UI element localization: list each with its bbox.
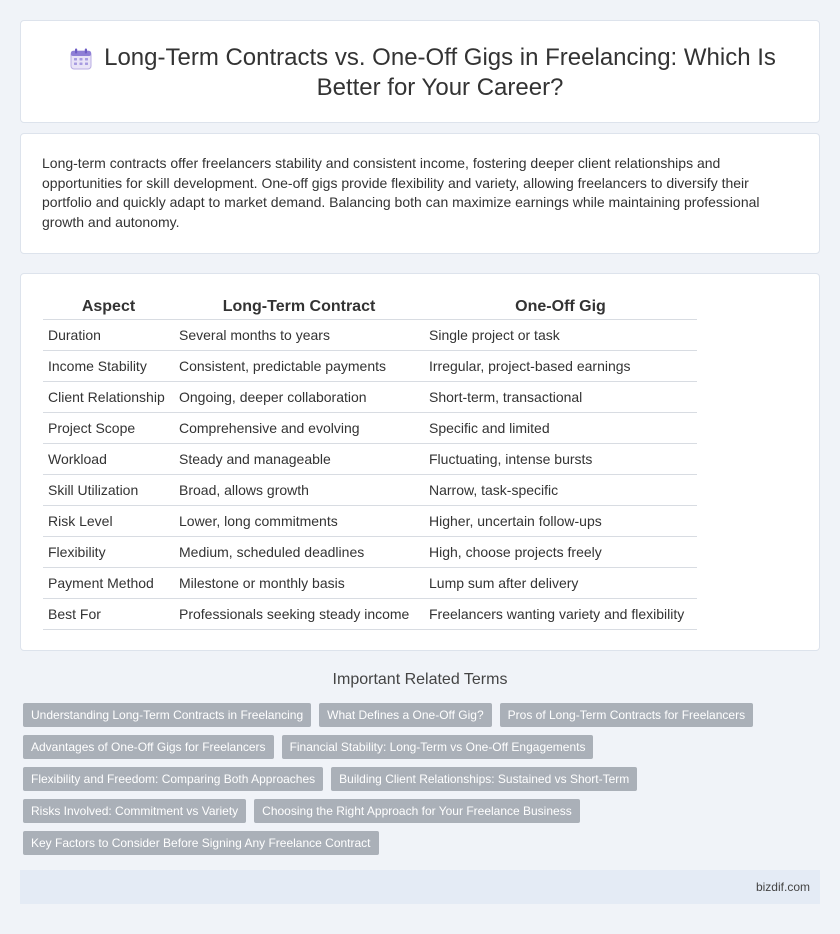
- table-row: [43, 381, 697, 412]
- one-off-cell: High, choose projects freely: [424, 536, 697, 567]
- footer: [20, 870, 820, 904]
- table-row: [43, 412, 697, 443]
- column-header: Long-Term Contract: [174, 296, 424, 319]
- aspect-cell: Workload: [43, 443, 174, 474]
- table-row: [43, 350, 697, 381]
- aspect-cell: Duration: [43, 319, 174, 350]
- related-term-link[interactable]: Key Factors to Consider Before Signing Any Freelance Contract: [23, 831, 379, 855]
- related-term-link[interactable]: Understanding Long-Term Contracts in Freelancing: [23, 703, 311, 727]
- comparison-table: [43, 296, 697, 630]
- site-link[interactable]: bizdif.com: [755, 880, 810, 894]
- comparison-card: [20, 273, 820, 651]
- one-off-cell: Narrow, task-specific: [424, 474, 697, 505]
- related-term-link[interactable]: Choosing the Right Approach for Your Freelance Business: [254, 799, 580, 823]
- aspect-cell: Project Scope: [43, 412, 174, 443]
- aspect-cell: Risk Level: [43, 505, 174, 536]
- aspect-cell: Skill Utilization: [43, 474, 174, 505]
- one-off-cell: Fluctuating, intense bursts: [424, 443, 697, 474]
- long-term-cell: Steady and manageable: [174, 443, 424, 474]
- table-row: [43, 319, 697, 350]
- table-row: [43, 505, 697, 536]
- table-row: [43, 474, 697, 505]
- related-term-link[interactable]: What Defines a One-Off Gig?: [319, 703, 492, 727]
- one-off-cell: Specific and limited: [424, 412, 697, 443]
- related-term-link[interactable]: Financial Stability: Long-Term vs One-Off Engagements: [282, 735, 594, 759]
- one-off-cell: Short-term, transactional: [424, 381, 697, 412]
- aspect-cell: Flexibility: [43, 536, 174, 567]
- one-off-cell: Higher, uncertain follow-ups: [424, 505, 697, 536]
- related-term-link[interactable]: Building Client Relationships: Sustained vs Short-Term: [331, 767, 637, 791]
- one-off-cell: Irregular, project-based earnings: [424, 350, 697, 381]
- related-term-link[interactable]: Risks Involved: Commitment vs Variety: [23, 799, 246, 823]
- long-term-cell: Several months to years: [174, 319, 424, 350]
- related-terms-heading: Important Related Terms: [332, 671, 508, 688]
- one-off-cell: Lump sum after delivery: [424, 567, 697, 598]
- related-term-link[interactable]: Pros of Long-Term Contracts for Freelancers: [500, 703, 753, 727]
- column-header: Aspect: [43, 296, 174, 319]
- long-term-cell: Consistent, predictable payments: [174, 350, 424, 381]
- one-off-cell: Single project or task: [424, 319, 697, 350]
- table-row: [43, 567, 697, 598]
- related-terms-list: [23, 703, 783, 855]
- table-row: [43, 598, 697, 629]
- title-card: [20, 20, 820, 123]
- aspect-cell: Best For: [43, 598, 174, 629]
- long-term-cell: Professionals seeking steady income: [174, 598, 424, 629]
- summary-text: Long-term contracts offer freelancers stability and consistent income, fostering deeper client relationships and opportunities for skill development. One-off gigs provide flexibility and variety, allowing freelancers to diversify their portfolio and quickly adapt to market demand. Balancing both can maximize earnings while maintaining professional growth and autonomy.: [42, 155, 760, 230]
- page-title: Long-Term Contracts vs. One-Off Gigs in Freelancing: Which Is Better for Your Career?: [104, 44, 776, 101]
- aspect-cell: Client Relationship: [43, 381, 174, 412]
- table-row: [43, 443, 697, 474]
- table-row: [43, 536, 697, 567]
- summary-card: [20, 133, 820, 254]
- column-header: One-Off Gig: [424, 296, 697, 319]
- long-term-cell: Milestone or monthly basis: [174, 567, 424, 598]
- long-term-cell: Broad, allows growth: [174, 474, 424, 505]
- related-term-link[interactable]: Flexibility and Freedom: Comparing Both Approaches: [23, 767, 323, 791]
- related-term-link[interactable]: Advantages of One-Off Gigs for Freelancers: [23, 735, 274, 759]
- long-term-cell: Medium, scheduled deadlines: [174, 536, 424, 567]
- one-off-cell: Freelancers wanting variety and flexibility: [424, 598, 697, 629]
- long-term-cell: Ongoing, deeper collaboration: [174, 381, 424, 412]
- aspect-cell: Payment Method: [43, 567, 174, 598]
- long-term-cell: Comprehensive and evolving: [174, 412, 424, 443]
- table-header-row: [43, 296, 697, 319]
- aspect-cell: Income Stability: [43, 350, 174, 381]
- long-term-cell: Lower, long commitments: [174, 505, 424, 536]
